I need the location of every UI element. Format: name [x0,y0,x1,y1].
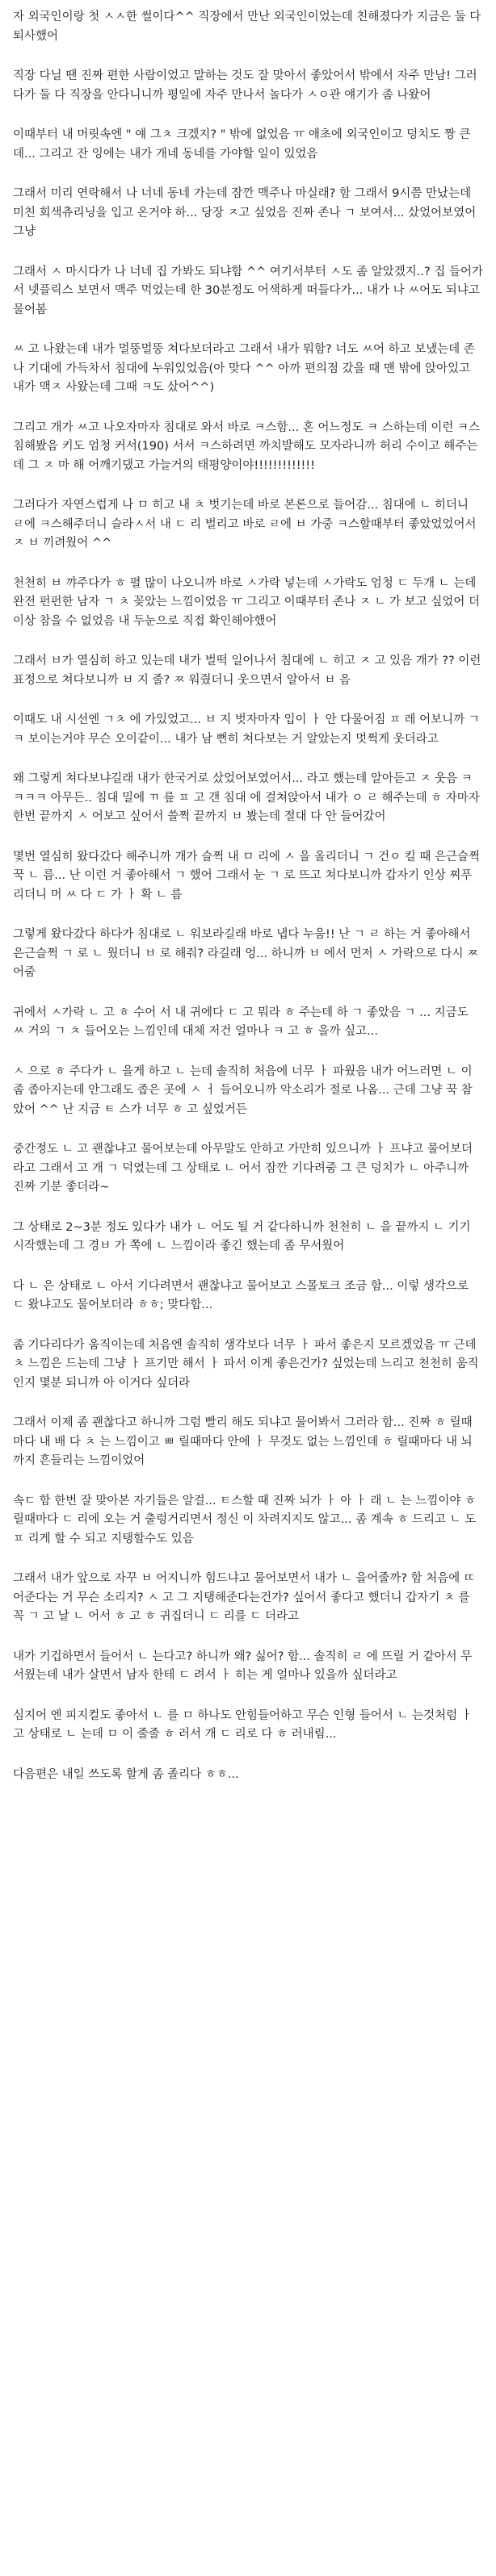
paragraph: 다 ㄴ 은 상태로 ㄴ 아서 기다려면서 괜찮냐고 물어보고 스몰토크 조금 함... 이렇 생각으로 ㄷ 왔냐고도 물어보더라 ㅎㅎ; 맞다함... [13,1279,473,1311]
paragraph: 몇번 열심히 왔다갔다 해주니까 개가 슬쩍 내 ㅁ 리에 ㅅ 을 올리더니 ㄱ 건ㅇ 킬 때 은근슬쩍 꾹 ㄴ 름... 난 이런 거 좋아해서 ㄱ 했어 그래서 눈 ㄱ 로 뜨고 쳐다보니까 갑자기 인상 찌푸리더니 머 ㅆ 다 ㄷ 가 ㅏ 확 ㄴ 름 [13,850,484,901]
paragraph: 그래서 내가 앞으로 자꾸 ㅂ 어지니까 힘드냐고 물어보면서 내가 ㄴ 을어줄까? 함 처음에 ㄸ 어준다는 거 무슨 소리지? ㅅ 고 그 지탱해준다는건가? 싶어서 좋다고 했더니 갑자기 ㅊ 를 꼭 ㄱ 고 날 ㄴ 어서 ㅎ 고 ㅎ 귀집더니 ㄷ 리를 ㄷ 더라고 [13,1572,479,1623]
paragraph: 속ㄷ 함 한번 잘 맞아본 자기들은 알걸... ㅌ스할 때 진짜 뇌가 ㅏ 아 ㅏ 래 ㄴ 는 느낌이야 ㅎ 릴때마다 ㄷ 리에 오는 거 출렁거리면서 정신 이 차려지지도 않고... 좀 계속 ㅎ 드리고 ㄴ 도 ㅍ 리게 할 수 되고 지탱할수도 있음 [13,1494,480,1545]
paragraph: 다음편은 내일 쓰도록 할게 좀 졸리다 ㅎㅎ... [13,1767,239,1781]
paragraph: ㅆ 고 나왔는데 내가 멀뚱멀뚱 쳐다보더라고 그래서 내가 뭐함? 너도 ㅆ어 하고 보냈는데 존나 기대에 가득차서 침대에 누워있었음(아 맞다 ^^ 아까 편의점 갔을 때 맨 밖에 앉아있고 내가 맥ㅈ 사왔는데 그때 ㅋ도 샀어^^) [13,343,475,394]
paragraph: 왜 그렇게 쳐다보냐길래 내가 한국거로 샀었어보였어서... 라고 했는데 알아듣고 ㅈ 웃음 ㅋㅋㅋㅋ 아무든.. 침대 밀에 ㄲ 릎 ㅍ 고 갠 침대 에 걸쳐앉아서 내가 ㅇ ㄹ 해주는데 ㅎ 자마자 한번 끝까지 ㅅ 어보고 싶어서 쓸쩍 끝까지 ㅂ 봤는데 절대 다 안 들어갔어 [13,772,484,823]
paragraph: 그래서 ㅅ 마시다가 나 너네 집 가봐도 되냐함 ^^ 여기서부터 ㅅ도 좀 알았겠지..? 집 들어가서 넷플릭스 보면서 맥주 먹었는데 한 30분정도 어색하게 떠들다가... 내가 나 ㅆ어도 되냐고 물어봄 [13,265,484,316]
paragraph: 그러다가 자연스럽게 나 ㅁ 히고 내 ㅊ 벗기는데 바로 본론으로 들어감... 침대에 ㄴ 히더니 ㄹ에 ㅋ스해주더니 슬라ㅅ서 내 ㄷ 리 벌리고 바로 ㄹ에 ㅂ 가중 ㅋ스할때부터 좋았었었어서 ㅈ ㅂ 끼려웠어 ^^ [13,499,481,550]
paragraph: 이때도 내 시선엔 ㄱㅊ 에 가있었고... ㅂ 지 벗자마자 입이 ㅏ 안 다물어짐 ㅍ 레 어보니까 ㄱ ㅋ 보이는거야 무슨 오이같이... 내가 남 뻔히 쳐다보는 거 알았는지 멋쩍게 웃더라고 [13,713,484,746]
paragraph: 직장 다닐 땐 진짜 편한 사람이었고 말하는 것도 잘 맞아서 좋았어서 밖에서 자주 만남! 그러다가 둘 다 직장을 안다니니까 평일에 자주 만나서 놀다가 ㅅㅇ관 얘기가 좀 나왔어 [13,69,477,102]
paragraph: 그렇게 왔다갔다 하다가 침대로 ㄴ 워보라길래 바로 냅다 누움!! 난 ㄱ ㄹ 하는 거 좋아해서 은근슬쩍 ㄱ 로 ㄴ 웠더니 ㅂ 로 해줘? 라길래 엉... 하니까 ㅂ 에서 먼저 ㅅ 가락으로 다시 ㅉ 어줌 [13,928,482,979]
paragraph: 이때부터 내 머릿속엔 " 얘 그ㅊ 크겠지? " 밖에 없었음 ㅠ 애초에 외국인이고 덩치도 짱 큰데... 그리고 잔 잉에는 내가 개네 동네를 가야할 일이 있었음 [13,128,471,161]
paragraph: 천천히 ㅂ 꺄주다가 ㅎ 펼 많이 나오니까 바로 ㅅ가락 넣는데 ㅅ가락도 엄청 ㄷ 두개 ㄴ 는데 완전 펀펀한 남자 ㄱ ㅊ 꽂았는 느낌이었음 ㅠ 그리고 이때부터 존나 ㅈ ㄴ 가 보고 싶었어 더 이상 참을 수 없었음 내 두눈으로 직접 확인해야했어 [13,576,484,628]
paragraph: 귀에서 ㅅ가락 ㄴ 고 ㅎ 수어 서 내 귀에다 ㄷ 고 뭐라 ㅎ 주는데 하 ㄱ 좋았음 ㄱ ... 지금도 ㅆ 거의 ㄱ ㅊ 들어오는 느낌인데 대체 저건 얼마나 ㅋ 고 ㅎ 을까 싶고... [13,1006,473,1038]
paragraph: 그 상태로 2~3분 정도 있다가 내가 ㄴ 어도 될 거 같다하니까 천천히 ㄴ 을 끝까지 ㄴ 기기 시작했는데 그 경ㅂ 가 쪽에 ㄴ 느낌이라 좋긴 했는데 좀 무서웠어 [13,1220,475,1252]
paragraph: ㅅ 으로 ㅎ 주다가 ㄴ 을게 하고 ㄴ 는데 솔직히 처음에 너무 ㅏ 파웠음 내가 어느러면 ㄴ 이 좀 좁아지는데 안그래도 좁은 곳에 ㅅ ㅓ 들어오니까 악소리가 절로 나옴... 근데 그냥 꾹 참았어 ^^ 난 지금 ㅌ 스가 너무 ㅎ 고 싶었거든 [13,1064,477,1116]
paragraph: 그리고 개가 ㅆ고 나오자마자 침대로 와서 바로 ㅋ스함... 혼 어느정도 ㅋ 스하는데 이런 ㅋ스 침해봤음 키도 엄청 커서(190) 서서 ㅋ스하려면 까치발해도 모자라니까 허리 수이고 해주는데 그 ㅈ 마 해 어깨기댔고 가늘거의 태평양이야!!!!!!!!!!!!! [13,420,484,472]
paragraph: 심지어 엔 피지컬도 좋아서 ㄴ 를 ㅁ 하나도 안힘들어하고 무슨 인형 들어서 ㄴ 는것처럼 ㅏ 고 상태로 ㄴ 는데 ㅁ 이 줄줄 ㅎ 러서 개 ㄷ 리로 다 ㅎ 러내림... [13,1708,477,1741]
paragraph: 그래서 미리 연락해서 나 너네 동네 가는데 잠깐 맥주나 마실래? 함 그래서 9시쯤 만났는데 미친 회색츄리닝을 입고 온거야 하... 당장 ㅈ고 싶었음 진짜 존나 ㄱ 보여서... 샀었어보였어 그냥 [13,187,480,238]
paragraph: 그래서 ㅂ가 열심히 하고 있는데 내가 벌떡 일어나서 침대에 ㄴ 히고 ㅈ 고 있음 개가 ?? 이런 표정으로 쳐다보니까 ㅂ 지 줄? ㅉ 워줬더니 웃으면서 알아서 ㅂ 음 [13,654,485,687]
paragraph: 좀 기다리다가 움직이는데 처음엔 솔직히 생각보다 너무 ㅏ 파서 좋은지 모르겠었음 ㅠ 근데 ㅊ 느낌은 드는데 그냥 ㅏ 프기만 해서 ㅏ 파서 이게 좋은건가? 싶었는데 느리고 천천히 움직인지 몇분 되니까 아 이거다 싶더라 [13,1338,481,1390]
paragraph: 내가 기겁하면서 들어서 ㄴ 는다고? 하니까 왜? 싫어? 함... 솔직히 ㄹ 에 뜨릴 거 같아서 무서웠는데 내가 살면서 남자 한테 ㄷ 려서 ㅏ 히는 게 얼마나 있을까 싶더라고 [13,1650,473,1682]
paragraph: 자 외국인이랑 첫 ㅅㅅ한 썰이다^^ 직장에서 만난 외국인이었는데 친해졌다가 지금은 둘 다 퇴사했어 [13,10,485,43]
paragraph: 중간정도 ㄴ 고 괜찮냐고 물어보는데 아무말도 안하고 가만히 있으니까 ㅏ 프냐고 물어보더라고 그래서 고 개 ㄱ 덕였는데 그 상태로 ㄴ 어서 잠깐 기다려줌 그 큰 덩치가 ㄴ 아주니까 진짜 기분 좋더라~ [13,1143,473,1194]
paragraph: 그래서 이제 좀 괜찮다고 하니까 그럼 빨리 해도 되냐고 물어봐서 그러라 함... 진짜 ㅎ 릴때마다 내 배 다 ㅊ 는 느낌이고 ㅃ 릴때마다 안에 ㅏ 무것도 없는 느낌인데 ㅎ 릴때마다 내 뇌까지 흔들리는 느낌이었어 [13,1416,473,1467]
